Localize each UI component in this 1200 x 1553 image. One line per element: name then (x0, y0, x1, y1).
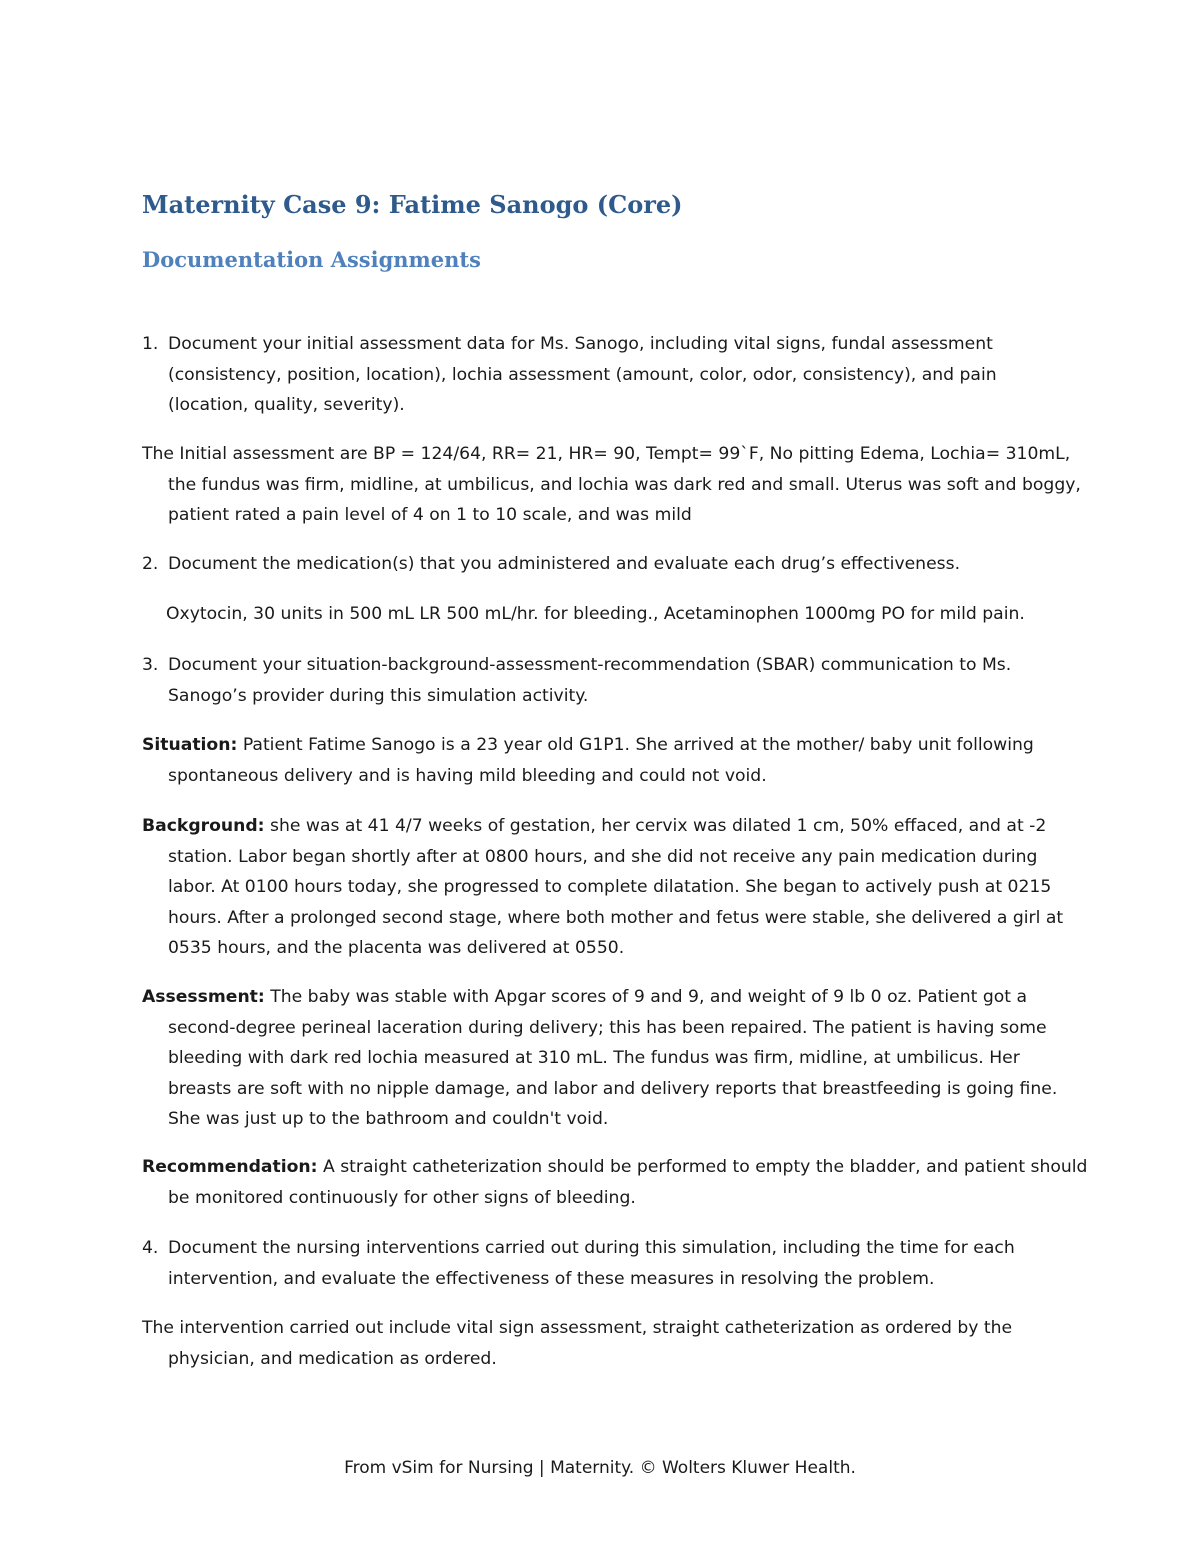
question-text: Document your initial assessment data for Ms. Sanogo, including vital signs, fundal assessment (consistency, position, location), lochia assessment (amount, color, odor, consistency), and pain (location, quality, severity). (168, 334, 997, 415)
question-2 (142, 549, 1062, 580)
sbar-background (142, 811, 1088, 964)
sbar-recommendation (142, 1152, 1088, 1213)
question-number: 2. (142, 554, 159, 574)
situation-text: Patient Fatime Sanogo is a 23 year old G1P1. She arrived at the mother/ baby unit following spontaneous delivery and is having mild bleeding and could not void. (168, 735, 1034, 786)
question-4 (142, 1233, 1062, 1294)
question-number: 1. (142, 334, 159, 354)
answer-4: The intervention carried out include vital sign assessment, straight catheterization as ordered by the physician, and medication as ordered. (142, 1318, 1013, 1369)
question-text: Document the nursing interventions carried out during this simulation, including the time for each intervention, and evaluate the effectiveness of these measures in resolving the problem. (168, 1238, 1015, 1289)
question-text: Document your situation-background-assessment-recommendation (SBAR) communication to Ms. Sanogo’s provider during this simulation activity. (168, 655, 1012, 706)
answer-1: The Initial assessment are BP = 124/64, RR= 21, HR= 90, Tempt= 99`F, No pitting Edema, Lochia= 310mL, the fundus was firm, midline, at umbilicus, and lochia was dark red and small. Uterus was soft and boggy, patient rated a pain level of 4 on 1 to 10 scale, and was mild (142, 444, 1081, 525)
recommendation-text: A straight catheterization should be performed to empty the bladder, and patient should be monitored continuously for other signs of bleeding. (168, 1157, 1088, 1208)
question-1 (142, 329, 1062, 421)
question-text: Document the medication(s) that you administered and evaluate each drug’s effectiveness. (168, 554, 961, 574)
sbar-assessment (142, 982, 1088, 1135)
question-number: 3. (142, 655, 159, 675)
page-footer: From vSim for Nursing | Maternity. © Wolters Kluwer Health. (344, 1458, 856, 1478)
recommendation-label: Recommendation: (142, 1157, 318, 1177)
answer-2: Oxytocin, 30 units in 500 mL LR 500 mL/hr. for bleeding., Acetaminophen 1000mg PO for mild pain. (166, 604, 1025, 624)
document-title: Maternity Case 9: Fatime Sanogo (Core) (142, 190, 683, 219)
question-3 (142, 650, 1062, 711)
assessment-text: The baby was stable with Apgar scores of 9 and 9, and weight of 9 lb 0 oz. Patient got a second-degree perineal laceration during delivery; this has been repaired. The patient is having some bleeding with dark red lochia measured at 310 mL. The fundus was firm, midline, at umbilicus. Her breasts are soft with no nipple damage, and labor and delivery reports that breastfeeding is going fine. She was just up to the bathroom and couldn't void. (168, 987, 1058, 1129)
background-text: she was at 41 4/7 weeks of gestation, her cervix was dilated 1 cm, 50% effaced, and at -2 station. Labor began shortly after at 0800 hours, and she did not receive any pain medication during labor. At 0100 hours today, she progressed to complete dilatation. She began to actively push at 0215 hours. After a prolonged second stage, where both mother and fetus were stable, she delivered a girl at 0535 hours, and the placenta was delivered at 0550. (168, 816, 1064, 958)
assessment-label: Assessment: (142, 987, 265, 1007)
background-label: Background: (142, 816, 265, 836)
question-number: 4. (142, 1238, 159, 1258)
sbar-situation (142, 730, 1088, 791)
document-subtitle: Documentation Assignments (142, 247, 481, 272)
situation-label: Situation: (142, 735, 238, 755)
